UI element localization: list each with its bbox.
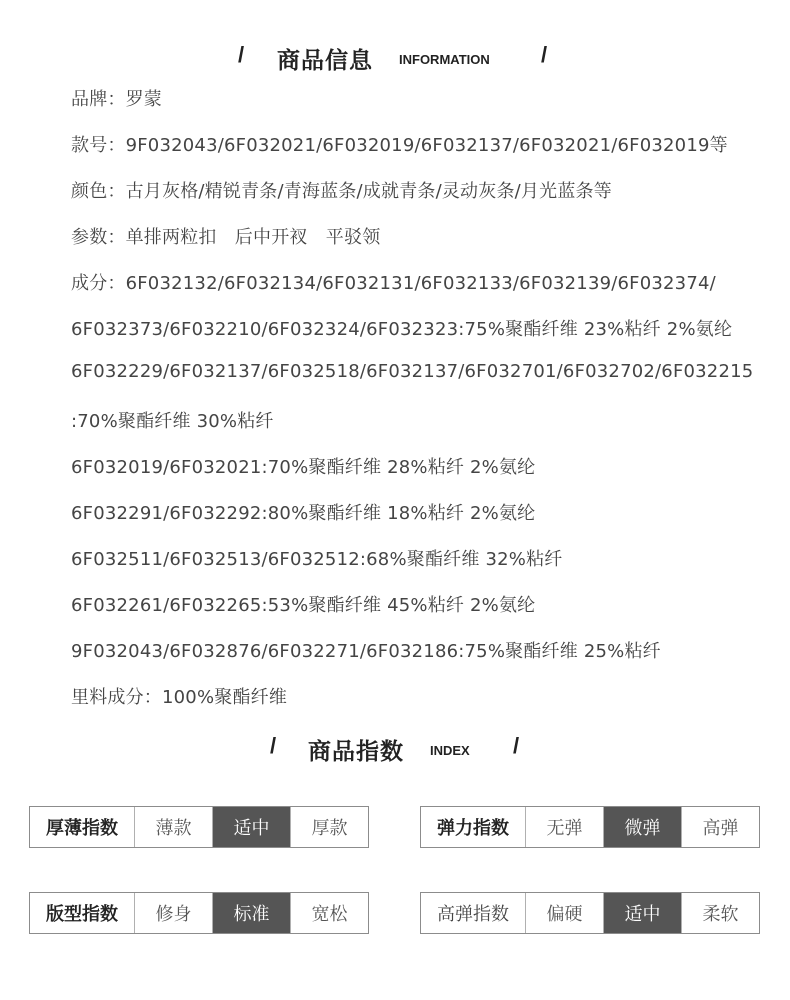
- information-subtitle: INFORMATION: [399, 52, 490, 67]
- thickness-option: 厚款: [290, 807, 368, 847]
- fit-option: 宽松: [290, 893, 368, 933]
- info-params: 参数：单排两粒扣 后中开衩 平驳领: [71, 227, 381, 248]
- header-slash-right: /: [513, 733, 520, 758]
- stiffness-option: 适中: [603, 893, 681, 933]
- info-composition-line: 6F032229/6F032137/6F032518/6F032137/6F032701/6F032702/6F032215: [71, 361, 754, 382]
- stiffness-index: [420, 892, 760, 934]
- info-composition-line: 6F032291/6F032292:80%聚酯纤维 18%粘纤 2%氨纶: [71, 503, 536, 524]
- info-model: 款号：9F032043/6F032021/6F032019/6F032137/6F032021/6F032019等: [71, 135, 728, 156]
- information-header: [0, 42, 790, 82]
- fit-index-label: 版型指数: [46, 904, 118, 925]
- index-title: 商品指数: [308, 739, 404, 765]
- fit-index: [29, 892, 369, 934]
- header-slash-left: /: [270, 733, 277, 758]
- information-title: 商品信息: [277, 48, 373, 74]
- fit-option: 修身: [134, 893, 212, 933]
- fit-option: 标准: [212, 893, 290, 933]
- stiffness-option: 柔软: [681, 893, 759, 933]
- elasticity-index: [420, 806, 760, 848]
- stiffness-option: 偏硬: [525, 893, 603, 933]
- info-composition-line: 6F032019/6F032021:70%聚酯纤维 28%粘纤 2%氨纶: [71, 457, 536, 478]
- info-composition: 成分：6F032132/6F032134/6F032131/6F032133/6F032139/6F032374/: [71, 273, 716, 294]
- info-composition-line: 9F032043/6F032876/6F032271/6F032186:75%聚酯纤维 25%粘纤: [71, 641, 661, 662]
- index-subtitle: INDEX: [430, 743, 470, 758]
- header-slash-right: /: [541, 42, 548, 67]
- info-composition-line: 6F032511/6F032513/6F032512:68%聚酯纤维 32%粘纤: [71, 549, 563, 570]
- info-composition-line: 6F032373/6F032210/6F032324/6F032323:75%聚酯纤维 23%粘纤 2%氨纶: [71, 319, 733, 340]
- stiffness-index-label: 高弹指数: [437, 904, 509, 925]
- elasticity-option: 无弹: [525, 807, 603, 847]
- header-slash-left: /: [238, 42, 245, 67]
- thickness-option: 适中: [212, 807, 290, 847]
- index-header: [0, 733, 790, 773]
- info-color: 颜色：古月灰格/精锐青条/青海蓝条/成就青条/灵动灰条/月光蓝条等: [71, 181, 612, 202]
- thickness-option: 薄款: [134, 807, 212, 847]
- elasticity-option: 微弹: [603, 807, 681, 847]
- elasticity-option: 高弹: [681, 807, 759, 847]
- info-composition-line: 6F032261/6F032265:53%聚酯纤维 45%粘纤 2%氨纶: [71, 595, 536, 616]
- thickness-index-label: 厚薄指数: [46, 818, 118, 839]
- info-lining: 里料成分：100%聚酯纤维: [71, 687, 288, 708]
- info-composition-line: :70%聚酯纤维 30%粘纤: [71, 411, 274, 432]
- thickness-index: [29, 806, 369, 848]
- elasticity-index-label: 弹力指数: [437, 818, 509, 839]
- info-brand: 品牌：罗蒙: [71, 89, 162, 110]
